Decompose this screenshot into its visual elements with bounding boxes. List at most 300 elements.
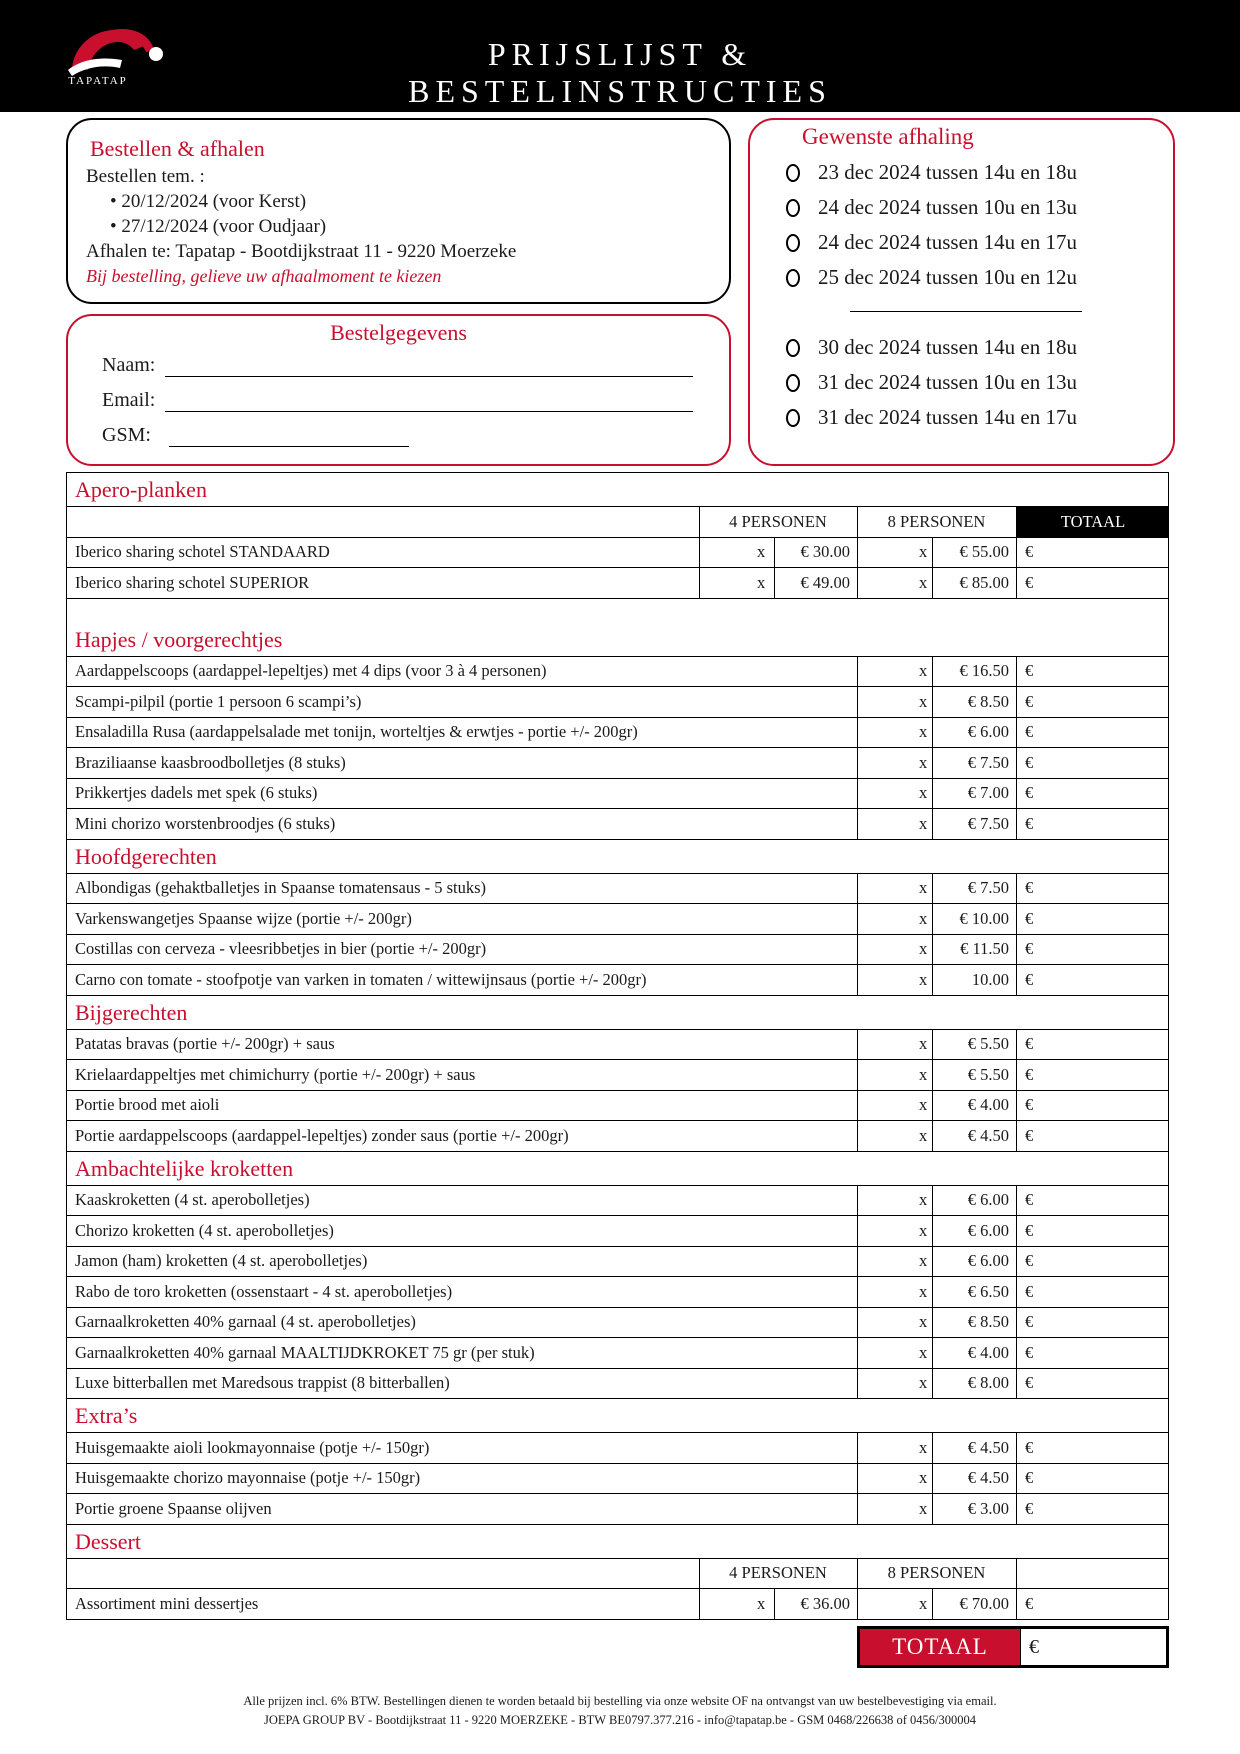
section-title: Hapjes / voorgerechtjes xyxy=(75,626,283,652)
total-field[interactable]: € xyxy=(1025,1064,1034,1084)
multiply-sign: x xyxy=(757,542,766,562)
customer-details-box xyxy=(66,314,731,466)
column-header-4p: 4 PERSONEN xyxy=(729,1563,827,1583)
name-label: Naam: xyxy=(102,354,156,376)
column-divider xyxy=(857,687,858,717)
multiply-sign: x xyxy=(919,1468,928,1488)
table-row xyxy=(67,779,1168,810)
table-row xyxy=(67,1369,1168,1400)
total-field[interactable]: € xyxy=(1025,969,1034,989)
email-field[interactable] xyxy=(165,394,693,412)
column-divider xyxy=(932,779,933,809)
item-price: € 6.00 xyxy=(967,722,1009,742)
table-row xyxy=(67,904,1168,935)
grand-total-field[interactable]: € xyxy=(1020,1629,1166,1665)
total-field[interactable]: € xyxy=(1025,783,1034,803)
item-name: Iberico sharing schotel STANDAARD xyxy=(75,542,330,562)
item-name: Krielaardappeltjes met chimichurry (portie +/- 200gr) + saus xyxy=(75,1064,476,1084)
column-divider xyxy=(932,935,933,965)
column-divider xyxy=(932,874,933,904)
table-row xyxy=(67,687,1168,718)
pickup-slot-option[interactable] xyxy=(786,335,1077,360)
section-header xyxy=(67,599,1168,657)
column-divider xyxy=(857,1277,858,1307)
table-row xyxy=(67,1060,1168,1091)
column-divider xyxy=(1016,809,1017,839)
column-divider xyxy=(857,718,858,748)
pickup-slot-option[interactable] xyxy=(786,370,1077,395)
column-divider xyxy=(932,1338,933,1368)
column-header-total: TOTAAL xyxy=(1017,507,1169,537)
column-divider xyxy=(1016,874,1017,904)
column-divider xyxy=(857,748,858,778)
radio-circle-icon[interactable] xyxy=(786,339,800,357)
table-row xyxy=(67,748,1168,779)
pickup-slots-box xyxy=(748,118,1175,466)
gsm-label: GSM: xyxy=(102,424,151,446)
total-field[interactable]: € xyxy=(1025,691,1034,711)
column-divider xyxy=(932,538,933,568)
column-divider xyxy=(1016,748,1017,778)
item-name: Kaaskroketten (4 st. aperobolletjes) xyxy=(75,1190,310,1210)
total-field[interactable]: € xyxy=(1025,1373,1034,1393)
column-divider xyxy=(1016,935,1017,965)
item-name: Patatas bravas (portie +/- 200gr) + saus xyxy=(75,1034,335,1054)
total-field[interactable]: € xyxy=(1025,1437,1034,1457)
multiply-sign: x xyxy=(919,1251,928,1271)
table-row xyxy=(67,1494,1168,1525)
footer-line-2: JOEPA GROUP BV - Bootdijkstraat 11 - 9220 MOERZEKE - BTW BE0797.377.216 - info@tapatap.be - GSM 0468/226638 of 0456/300004 xyxy=(263,1713,977,1727)
total-field[interactable]: € xyxy=(1025,1342,1034,1362)
pickup-slot-label: 30 dec 2024 tussen 14u en 18u xyxy=(818,335,1077,359)
item-name: Garnaalkroketten 40% garnaal MAALTIJDKROKET 75 gr (per stuk) xyxy=(75,1342,535,1362)
column-divider xyxy=(1016,1433,1017,1463)
multiply-sign: x xyxy=(919,908,928,928)
column-divider xyxy=(1016,568,1017,598)
pickup-slot-option[interactable] xyxy=(786,265,1077,290)
item-price: € 7.00 xyxy=(967,783,1009,803)
column-divider xyxy=(1016,1338,1017,1368)
table-row xyxy=(67,1091,1168,1122)
section-header xyxy=(67,1152,1168,1186)
column-divider xyxy=(857,568,858,598)
total-field[interactable]: € xyxy=(1025,939,1034,959)
grand-total-label: TOTAAL xyxy=(860,1629,1020,1665)
multiply-sign: x xyxy=(919,542,928,562)
item-price: € 5.50 xyxy=(967,1034,1009,1054)
multiply-sign: x xyxy=(919,1498,928,1518)
multiply-sign: x xyxy=(919,939,928,959)
multiply-sign: x xyxy=(919,1034,928,1054)
multiply-sign: x xyxy=(919,783,928,803)
item-name: Ensaladilla Rusa (aardappelsalade met tonijn, worteltjes & erwtjes - portie +/- 200gr) xyxy=(75,722,638,742)
multiply-sign: x xyxy=(919,1342,928,1362)
table-row xyxy=(67,1338,1168,1369)
pickup-slot-label: 24 dec 2024 tussen 10u en 13u xyxy=(818,195,1077,219)
column-divider xyxy=(932,1216,933,1246)
radio-circle-icon[interactable] xyxy=(786,409,800,427)
multiply-sign: x xyxy=(919,722,928,742)
section-title: Ambachtelijke kroketten xyxy=(75,1155,294,1181)
item-name: Iberico sharing schotel SUPERIOR xyxy=(75,572,310,592)
multiply-sign: x xyxy=(919,813,928,833)
item-price: € 6.50 xyxy=(967,1281,1009,1301)
column-divider xyxy=(932,657,933,687)
header-bar xyxy=(0,0,1240,112)
multiply-sign: x xyxy=(919,1593,928,1613)
multiply-sign: x xyxy=(919,1220,928,1240)
column-divider xyxy=(857,904,858,934)
section-header xyxy=(67,996,1168,1030)
column-divider xyxy=(699,507,700,537)
table-row xyxy=(67,568,1168,599)
item-price: € 8.00 xyxy=(967,1373,1009,1393)
item-name: Garnaalkroketten 40% garnaal (4 st. aperobolletjes) xyxy=(75,1312,416,1332)
table-row xyxy=(67,1186,1168,1217)
name-field[interactable] xyxy=(165,359,693,377)
price-4p: € 36.00 xyxy=(800,1593,850,1613)
item-price: € 5.50 xyxy=(967,1064,1009,1084)
column-divider xyxy=(932,809,933,839)
column-divider xyxy=(1016,1060,1017,1090)
slot-divider xyxy=(850,311,1082,312)
column-divider xyxy=(699,1589,700,1619)
column-divider xyxy=(774,538,775,568)
column-divider xyxy=(699,568,700,598)
radio-circle-icon[interactable] xyxy=(786,164,800,182)
table-row xyxy=(67,1308,1168,1339)
table-row xyxy=(67,1216,1168,1247)
customer-details-heading: Bestelgegevens xyxy=(330,320,467,345)
section-title: Apero-planken xyxy=(75,477,207,502)
multiply-sign: x xyxy=(919,1281,928,1301)
item-name: Portie aardappelscoops (aardappel-lepeltjes) zonder saus (portie +/- 200gr) xyxy=(75,1125,569,1145)
total-field[interactable]: € xyxy=(1025,1251,1034,1271)
column-divider xyxy=(1016,904,1017,934)
column-divider xyxy=(857,965,858,995)
item-name: Carno con tomate - stoofpotje van varken in tomaten / wittewijnsaus (portie +/- 200gr) xyxy=(75,969,647,989)
item-price: 10.00 xyxy=(971,969,1009,989)
item-price: € 3.00 xyxy=(967,1498,1009,1518)
radio-circle-icon[interactable] xyxy=(786,199,800,217)
column-divider xyxy=(1016,1186,1017,1216)
column-divider xyxy=(1016,1091,1017,1121)
column-divider xyxy=(932,568,933,598)
item-price: € 7.50 xyxy=(967,813,1009,833)
column-divider xyxy=(1016,1589,1017,1619)
item-name: Rabo de toro kroketten (ossenstaart - 4 st. aperobolletjes) xyxy=(75,1281,453,1301)
item-name: Luxe bitterballen met Maredsous trappist (8 bitterballen) xyxy=(75,1373,450,1393)
column-divider xyxy=(932,1308,933,1338)
column-header-8p: 8 PERSONEN xyxy=(887,511,986,531)
column-divider xyxy=(1016,1559,1017,1589)
column-divider xyxy=(932,748,933,778)
email-label: Email: xyxy=(102,389,156,411)
table-row xyxy=(67,935,1168,966)
section-header xyxy=(67,840,1168,874)
total-field[interactable]: € xyxy=(1025,752,1034,772)
footer-line-1: Alle prijzen incl. 6% BTW. Bestellingen dienen te worden betaald bij bestelling via onze website OF na ontvangst van uw bestelbevestiging via email. xyxy=(243,1694,997,1708)
column-divider xyxy=(1016,1464,1017,1494)
item-name: Huisgemaakte aioli lookmayonnaise (potje +/- 150gr) xyxy=(75,1437,430,1457)
multiply-sign: x xyxy=(919,1125,928,1145)
section-title: Hoofdgerechten xyxy=(75,843,217,869)
total-field[interactable]: € xyxy=(1025,722,1034,742)
order-info-box xyxy=(66,118,731,304)
table-row xyxy=(67,1277,1168,1308)
section-title: Dessert xyxy=(75,1528,141,1554)
item-name: Assortiment mini dessertjes xyxy=(75,1593,259,1613)
column-divider xyxy=(932,1369,933,1399)
total-field[interactable]: € xyxy=(1025,1593,1034,1613)
column-divider xyxy=(1016,538,1017,568)
multiply-sign: x xyxy=(757,1593,766,1613)
item-price: € 16.50 xyxy=(959,661,1009,681)
column-divider xyxy=(857,507,858,537)
item-name: Jamon (ham) kroketten (4 st. aperobolletjes) xyxy=(75,1251,368,1271)
column-divider xyxy=(932,1121,933,1151)
column-divider xyxy=(857,935,858,965)
total-field[interactable]: € xyxy=(1025,878,1034,898)
total-field[interactable]: € xyxy=(1025,572,1034,592)
column-divider xyxy=(857,1433,858,1463)
total-field[interactable]: € xyxy=(1025,1034,1034,1054)
column-divider xyxy=(857,1060,858,1090)
item-price: € 4.50 xyxy=(967,1437,1009,1457)
item-name: Prikkertjes dadels met spek (6 stuks) xyxy=(75,783,318,803)
price-4p: € 49.00 xyxy=(800,572,850,592)
table-row xyxy=(67,1589,1168,1620)
column-divider xyxy=(857,538,858,568)
total-field[interactable]: € xyxy=(1025,1281,1034,1301)
section-header xyxy=(67,1399,1168,1433)
item-price: € 4.00 xyxy=(967,1095,1009,1115)
page-title: PRIJSLIJST & BESTELINSTRUCTIES xyxy=(408,36,832,109)
price-8p: € 85.00 xyxy=(959,572,1009,592)
column-divider xyxy=(1016,1216,1017,1246)
column-header-row xyxy=(67,1559,1168,1590)
column-divider xyxy=(1016,965,1017,995)
multiply-sign: x xyxy=(919,691,928,711)
price-4p: € 30.00 xyxy=(800,542,850,562)
item-price: € 10.00 xyxy=(959,908,1009,928)
pickup-note: Bij bestelling, gelieve uw afhaalmoment te kiezen xyxy=(86,266,442,286)
section-title: Extra’s xyxy=(75,1403,138,1428)
table-row xyxy=(67,1030,1168,1061)
pickup-slots-heading: Gewenste afhaling xyxy=(802,124,974,149)
item-name: Albondigas (gehaktballetjes in Spaanse tomatensaus - 5 stuks) xyxy=(75,878,487,898)
table-row xyxy=(67,809,1168,840)
column-divider xyxy=(932,1277,933,1307)
pickup-slot-label: 23 dec 2024 tussen 14u en 18u xyxy=(818,160,1077,184)
column-divider xyxy=(857,1247,858,1277)
total-field[interactable]: € xyxy=(1025,813,1034,833)
radio-circle-icon[interactable] xyxy=(786,269,800,287)
order-deadline-christmas: • 20/12/2024 (voor Kerst) xyxy=(110,191,307,212)
column-divider xyxy=(1016,1277,1017,1307)
column-divider xyxy=(1016,1121,1017,1151)
pickup-slot-label: 31 dec 2024 tussen 10u en 13u xyxy=(818,370,1077,394)
item-name: Chorizo kroketten (4 st. aperobolletjes) xyxy=(75,1220,334,1240)
item-price: € 8.50 xyxy=(967,691,1009,711)
item-name: Braziliaanse kaasbroodbolletjes (8 stuks) xyxy=(75,752,346,772)
column-divider xyxy=(857,1216,858,1246)
order-deadline-label: Bestellen tem. : xyxy=(86,166,205,187)
column-divider xyxy=(699,1559,700,1589)
section-title: Bijgerechten xyxy=(75,999,188,1025)
pickup-slot-label: 25 dec 2024 tussen 10u en 12u xyxy=(818,265,1077,289)
column-divider xyxy=(1016,507,1017,537)
total-field[interactable]: € xyxy=(1025,1125,1034,1145)
item-price: € 8.50 xyxy=(967,1312,1009,1332)
multiply-sign: x xyxy=(919,1373,928,1393)
column-divider xyxy=(857,1091,858,1121)
multiply-sign: x xyxy=(919,661,928,681)
column-header-row xyxy=(67,507,1168,538)
price-8p: € 70.00 xyxy=(959,1593,1009,1613)
column-divider xyxy=(1016,1247,1017,1277)
section-header xyxy=(67,473,1168,507)
pickup-slot-label: 24 dec 2024 tussen 14u en 17u xyxy=(818,230,1077,254)
item-name: Huisgemaakte chorizo mayonnaise (potje +/- 150gr) xyxy=(75,1468,421,1488)
gsm-field[interactable] xyxy=(169,429,409,447)
total-field[interactable]: € xyxy=(1025,1095,1034,1115)
column-divider xyxy=(857,1589,858,1619)
column-divider xyxy=(857,1186,858,1216)
total-field[interactable]: € xyxy=(1025,542,1034,562)
pickup-slot-option[interactable] xyxy=(786,230,1077,255)
column-divider xyxy=(774,568,775,598)
item-name: Varkenswangetjes Spaanse wijze (portie +/- 200gr) xyxy=(75,908,412,928)
pickup-slot-label: 31 dec 2024 tussen 14u en 17u xyxy=(818,405,1077,429)
column-divider xyxy=(857,1559,858,1589)
table-row xyxy=(67,1121,1168,1152)
table-row xyxy=(67,538,1168,569)
order-deadline-newyear: • 27/12/2024 (voor Oudjaar) xyxy=(110,216,327,237)
column-divider xyxy=(1016,687,1017,717)
item-name: Portie brood met aioli xyxy=(75,1095,220,1115)
multiply-sign: x xyxy=(919,1095,928,1115)
radio-circle-icon[interactable] xyxy=(786,234,800,252)
column-divider xyxy=(932,904,933,934)
radio-circle-icon[interactable] xyxy=(786,374,800,392)
table-row xyxy=(67,1464,1168,1495)
multiply-sign: x xyxy=(919,1437,928,1457)
pickup-slot-option[interactable] xyxy=(786,195,1077,220)
total-field[interactable]: € xyxy=(1025,1190,1034,1210)
column-divider xyxy=(857,874,858,904)
item-price: € 4.50 xyxy=(967,1468,1009,1488)
column-divider xyxy=(857,657,858,687)
item-price: € 6.00 xyxy=(967,1251,1009,1271)
column-divider xyxy=(932,1494,933,1524)
item-price: € 11.50 xyxy=(960,939,1009,959)
item-name: Scampi-pilpil (portie 1 persoon 6 scampi’s) xyxy=(75,691,362,711)
column-divider xyxy=(932,1091,933,1121)
multiply-sign: x xyxy=(919,572,928,592)
pickup-slot-option[interactable] xyxy=(786,405,1077,430)
column-divider xyxy=(1016,1494,1017,1524)
multiply-sign: x xyxy=(757,572,766,592)
pickup-slot-option[interactable] xyxy=(786,160,1077,185)
column-divider xyxy=(932,718,933,748)
table-row xyxy=(67,718,1168,749)
column-divider xyxy=(857,809,858,839)
item-name: Aardappelscoops (aardappel-lepeltjes) met 4 dips (voor 3 à 4 personen) xyxy=(75,661,547,681)
column-divider xyxy=(1016,779,1017,809)
item-name: Costillas con cerveza - vleesribbetjes in bier (portie +/- 200gr) xyxy=(75,939,487,959)
table-row xyxy=(67,1433,1168,1464)
item-name: Mini chorizo worstenbroodjes (6 stuks) xyxy=(75,813,336,833)
column-divider xyxy=(857,779,858,809)
column-divider xyxy=(932,965,933,995)
column-header-4p: 4 PERSONEN xyxy=(729,511,827,531)
multiply-sign: x xyxy=(919,1064,928,1084)
column-divider xyxy=(932,1186,933,1216)
column-divider xyxy=(857,1464,858,1494)
column-divider xyxy=(1016,1369,1017,1399)
total-field[interactable]: € xyxy=(1025,1312,1034,1332)
grand-total xyxy=(857,1626,1169,1668)
column-divider xyxy=(857,1030,858,1060)
item-price: € 7.50 xyxy=(967,752,1009,772)
column-divider xyxy=(857,1494,858,1524)
item-price: € 4.00 xyxy=(967,1342,1009,1362)
column-divider xyxy=(932,1433,933,1463)
column-divider xyxy=(857,1369,858,1399)
column-divider xyxy=(932,1060,933,1090)
column-divider xyxy=(932,1247,933,1277)
column-divider xyxy=(857,1338,858,1368)
column-divider xyxy=(932,1030,933,1060)
column-divider xyxy=(857,1121,858,1151)
column-divider xyxy=(857,1308,858,1338)
total-field[interactable]: € xyxy=(1025,1220,1034,1240)
multiply-sign: x xyxy=(919,752,928,772)
column-divider xyxy=(1016,1030,1017,1060)
table-row xyxy=(67,874,1168,905)
column-divider xyxy=(699,538,700,568)
column-divider xyxy=(932,1464,933,1494)
multiply-sign: x xyxy=(919,878,928,898)
table-row xyxy=(67,657,1168,688)
column-divider xyxy=(1016,657,1017,687)
price-table xyxy=(66,472,1169,1620)
multiply-sign: x xyxy=(919,1312,928,1332)
table-row xyxy=(67,1247,1168,1278)
total-field[interactable]: € xyxy=(1025,908,1034,928)
column-divider xyxy=(932,1589,933,1619)
item-price: € 7.50 xyxy=(967,878,1009,898)
column-divider xyxy=(932,687,933,717)
total-field[interactable]: € xyxy=(1025,1468,1034,1488)
order-info-heading: Bestellen & afhalen xyxy=(90,136,265,161)
total-field[interactable]: € xyxy=(1025,661,1034,681)
logo-text: TAPATAP xyxy=(68,75,128,87)
section-header xyxy=(67,1525,1168,1559)
pickup-address: Afhalen te: Tapatap - Bootdijkstraat 11 - 9220 Moerzeke xyxy=(86,241,517,262)
multiply-sign: x xyxy=(919,969,928,989)
price-8p: € 55.00 xyxy=(959,542,1009,562)
column-header-8p: 8 PERSONEN xyxy=(887,1563,986,1583)
column-divider xyxy=(774,1589,775,1619)
column-divider xyxy=(1016,718,1017,748)
column-divider xyxy=(1016,1308,1017,1338)
multiply-sign: x xyxy=(919,1190,928,1210)
item-name: Portie groene Spaanse olijven xyxy=(75,1498,272,1518)
total-field[interactable]: € xyxy=(1025,1498,1034,1518)
item-price: € 6.00 xyxy=(967,1220,1009,1240)
